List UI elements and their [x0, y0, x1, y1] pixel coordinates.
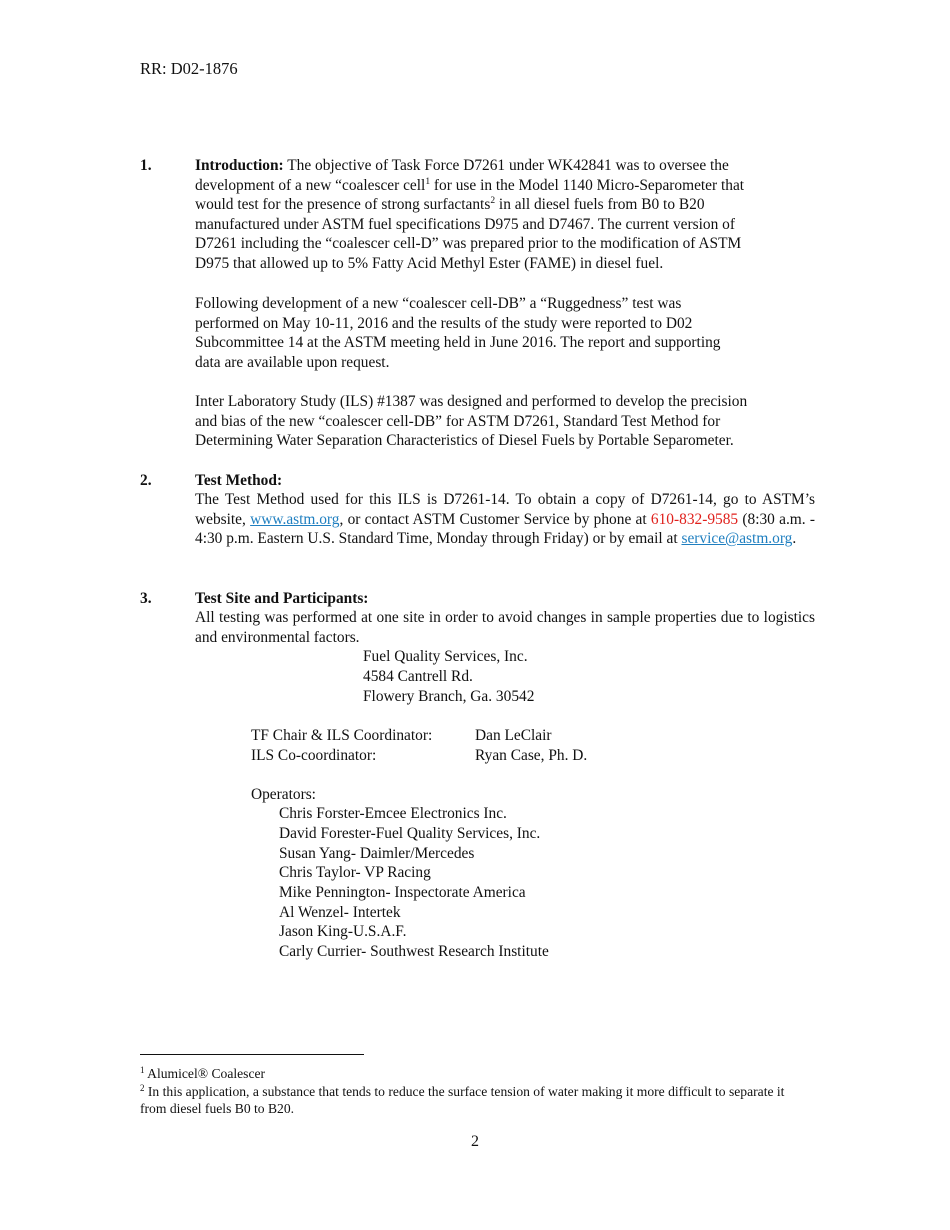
para-line: Following development of a new “coalescer cell-DB” a “Ruggedness” test was: [195, 295, 682, 312]
section-title-1: Introduction:: [195, 157, 284, 174]
line-text: The objective of Task Force D7261 under WK42841 was to oversee the: [283, 157, 729, 174]
para-line: performed on May 10-11, 2016 and the results of the study were reported to D02: [195, 314, 693, 332]
section-3-body: All testing was performed at one site in order to avoid changes in sample properties due to logistics and environmental factors.: [195, 609, 815, 646]
para-line: Inter Laboratory Study (ILS) #1387 was designed and performed to develop the precision: [195, 393, 748, 410]
section-3-heading: [195, 589, 815, 609]
body-text: (8:30 a.m. - 4:30 p.m. Eastern U.S. Standard Time, Monday through Friday) or by email at: [195, 510, 815, 548]
section-number-1: 1.: [140, 157, 152, 174]
address-line: Fuel Quality Services, Inc.: [363, 648, 528, 665]
role-label: ILS Co-coordinator:: [251, 747, 377, 764]
para-line: Determining Water Separation Characteristics of Diesel Fuels by Portable Separometer.: [195, 432, 734, 450]
operator-item: Chris Taylor- VP Racing: [279, 864, 431, 881]
role-name: Dan LeClair: [475, 727, 552, 744]
operator-item: Susan Yang- Daimler/Mercedes: [279, 845, 475, 862]
page-number: 2: [471, 1133, 479, 1150]
footnote-mark: 1: [140, 1065, 145, 1075]
address-line: 4584 Cantrell Rd.: [363, 668, 473, 685]
line-text: for use in the Model 1140 Micro-Separometer that: [430, 176, 745, 194]
service-email-link[interactable]: service@astm.org: [681, 530, 793, 548]
body-text: , or contact ASTM Customer Service by phone at: [339, 510, 651, 528]
role-label: TF Chair & ILS Coordinator:: [251, 727, 433, 744]
para-line: [195, 195, 815, 215]
footnote-ref-2: 2: [490, 196, 496, 207]
address-line: Flowery Branch, Ga. 30542: [363, 688, 535, 705]
para-line: Subcommittee 14 at the ASTM meeting held in June 2016. The report and supporting: [195, 334, 721, 352]
operator-item: Chris Forster-Emcee Electronics Inc.: [279, 805, 507, 822]
line-text: would test for the presence of strong surfactants: [195, 196, 491, 214]
footnote-1: [140, 1065, 812, 1082]
phone-number: 610-832-9585: [650, 510, 739, 528]
operator-item: Carly Currier- Southwest Research Institute: [279, 943, 549, 960]
operator-item: David Forester-Fuel Quality Services, Inc.: [279, 825, 541, 842]
footnote-separator: [140, 1054, 364, 1055]
operator-item: Al Wenzel- Intertek: [279, 904, 401, 921]
section-2-heading: [195, 471, 815, 491]
section-1-paragraph-1: [195, 156, 815, 274]
section-1-paragraph-3: [195, 392, 815, 451]
para-line: manufactured under ASTM fuel specifications D975 and D7467. The current version of: [195, 215, 735, 233]
section-title-3: Test Site and Participants:: [195, 590, 369, 607]
footnote-text: Alumicel® Coalescer: [144, 1066, 266, 1081]
operator-item: Jason King-U.S.A.F.: [279, 923, 407, 940]
footnote-mark: 2: [140, 1083, 145, 1093]
footnote-text: In this application, a substance that tends to reduce the surface tension of water making it more difficult to separate it from diesel fuels B0 to B20.: [140, 1084, 785, 1116]
line-text: development of a new “coalescer cell: [195, 176, 426, 194]
para-line: and bias of the new “coalescer cell-DB” for ASTM D7261, Standard Test Method for: [195, 412, 721, 430]
footnote-2: [140, 1083, 812, 1117]
para-line: D7261 including the “coalescer cell-D” was prepared prior to the modification of ASTM: [195, 235, 742, 253]
para-line: D975 that allowed up to 5% Fatty Acid Methyl Ester (FAME) in diesel fuel.: [195, 254, 664, 272]
astm-website-link[interactable]: www.astm.org: [250, 510, 340, 528]
section-title-2: Test Method:: [195, 472, 283, 489]
line-text: in all diesel fuels from B0 to B20: [495, 196, 705, 214]
body-text: .: [792, 530, 797, 548]
section-2-body: [195, 490, 815, 549]
body-text: The Test Method used for this ILS is D7261-14. To obtain a copy of D7261-14, go to ASTM’s website,: [195, 491, 815, 528]
role-name: Ryan Case, Ph. D.: [475, 747, 588, 764]
para-line: data are available upon request.: [195, 353, 390, 371]
section-number-3: 3.: [140, 590, 152, 607]
operators-label: Operators:: [251, 786, 316, 803]
para-line: [195, 176, 815, 196]
footnote-ref-1: 1: [425, 176, 431, 187]
para-line: [195, 156, 815, 176]
section-number-2: 2.: [140, 472, 152, 489]
operator-item: Mike Pennington- Inspectorate America: [279, 884, 526, 901]
section-1-paragraph-2: [195, 294, 815, 372]
document-reference: RR: D02-1876: [140, 59, 238, 78]
